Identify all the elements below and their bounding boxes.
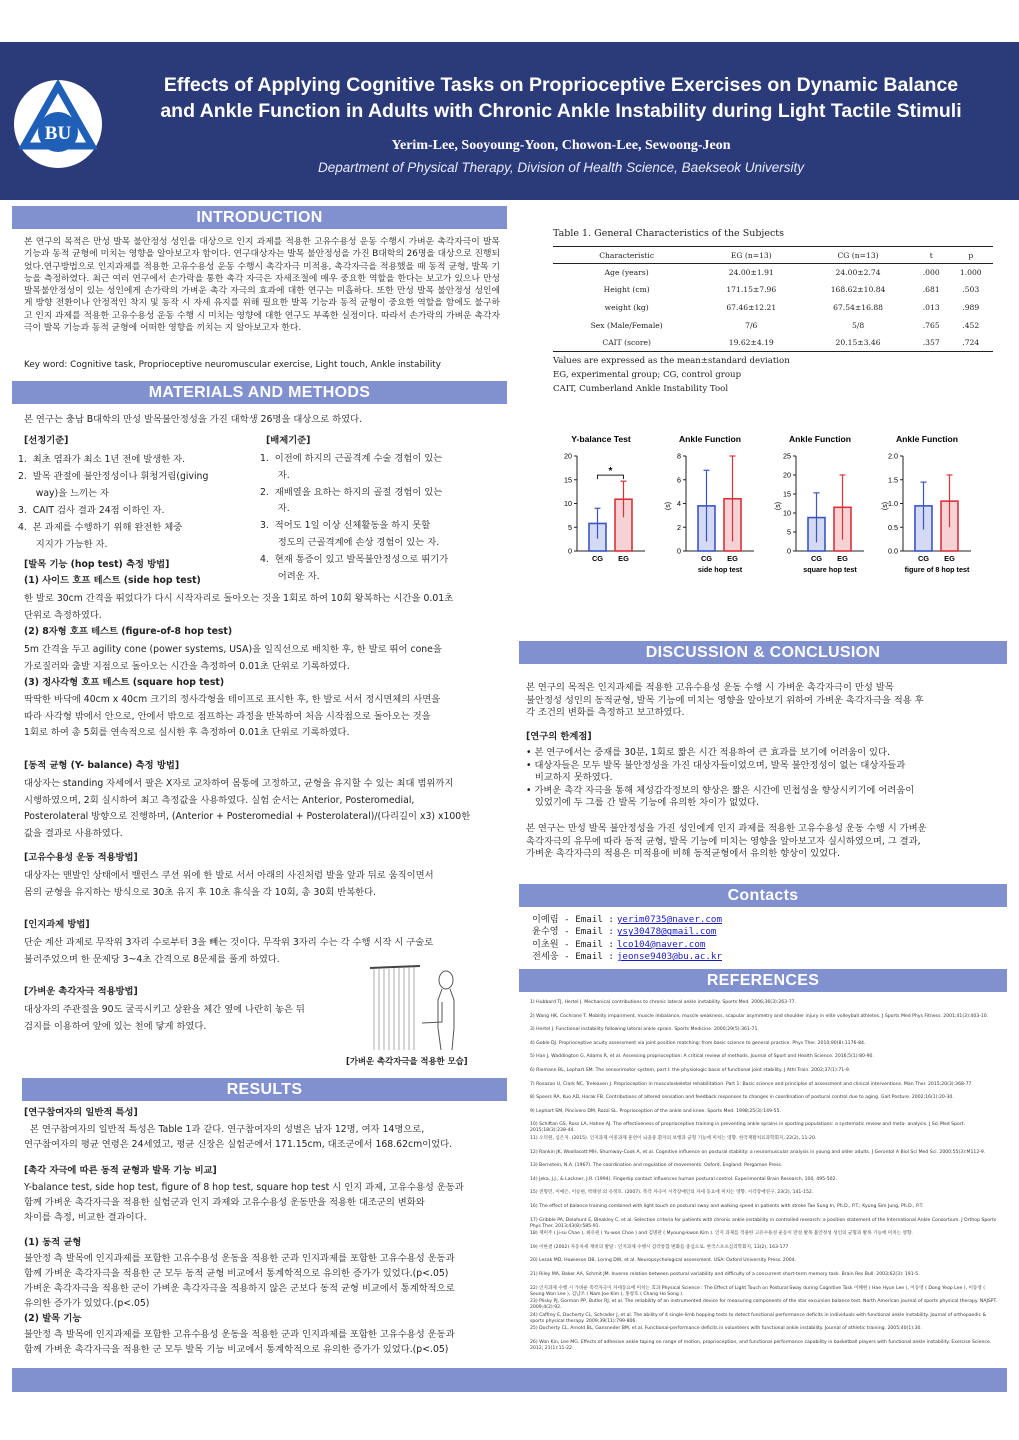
x-axis-label: figure of 8 hop test: [904, 565, 970, 574]
y-tick-label: 8: [677, 451, 681, 461]
exclusion-item: 3. 적어도 1일 이상 신체활동을 하지 못할: [260, 520, 431, 532]
keywords: Key word: Cognitive task, Proprioceptive neuromuscular exercise, Light touch, Ankle instability: [24, 360, 441, 370]
table-cell: Height (cm): [603, 285, 650, 295]
limitation-item: 비교하지 못하였다.: [526, 772, 613, 783]
introduction-heading: INTRODUCTION: [12, 206, 507, 229]
discussion-line: 가벼운 촉각자극의 적용은 미적용에 비해 동적균형에서 유의한 향상이 있었다.: [526, 848, 840, 859]
square-hop-title: (3) 정사각형 호프 테스트 (square hop test): [24, 677, 225, 688]
table-note: CAIT, Cumberland Ankle Instability Tool: [553, 384, 729, 394]
proprio-line: 몸의 균형을 유지하는 방식으로 30초 유지 후 10초 휴식을 각 10회, 총 30회 반복한다.: [24, 886, 377, 898]
table-cell: .452: [962, 320, 980, 330]
references-heading: REFERENCES: [519, 969, 1007, 992]
exclusion-item: 1. 이전에 하지의 근골격계 수술 경험이 있는: [260, 453, 443, 464]
x-axis-label: side hop test: [697, 565, 743, 574]
discussion-line: 촉각자극의 유무에 따라 동적 균형, 발목 기능에 미치는 영향을 알아보고자 실시하였으며, 그 결과,: [526, 835, 921, 847]
y-tick-label: 6: [677, 475, 681, 485]
y-tick-label: 1.5: [888, 475, 898, 485]
reference-item: 18) 재미주 ( Ji-su Chae ), 최유원 ( Yu-won Choe ) and 김명관 ( Myoung-kwon Kim ). 인지 과제를 적용한 고유수용성 운동이 만성 발목 불안정성 성인의 균형과 발목 기능에 미치는 영향.: [530, 1231, 913, 1237]
contact-name: 전세웅 - Email :: [532, 951, 614, 963]
inclusion-item: 3. CAIT 검사 결과 24점 이하인 자.: [18, 505, 165, 516]
square-hop-body: [24, 692, 504, 742]
cognitive-task-title: [인지과제 방법]: [24, 919, 90, 930]
table-cell: 1.000: [959, 268, 982, 278]
light-touch-title: [가벼운 촉각자극 적용방법]: [24, 986, 138, 997]
y-tick-label: 4: [677, 499, 681, 508]
reference-item: 16) The effect of balance training combined with light touch on postural sway and walking speed in patients with stroke Tae Sung In, Ph.D., P.T.; Kyung Sim Jung, Ph.D., P.T.: [530, 1204, 924, 1209]
reference-item: 1) Hubbard TJ, Hertel J. Mechanical contributions to chronic lateral ankle instability. Sports Med. 2006;36(3):263-77.: [530, 1000, 797, 1005]
reference-item: 17) Gribble PA, Delahunt E, Bleakley C, et al. Selection criteria for patients with chronic ankle instability in controlled research: a position statement of the International Ankle Consortium. J Orthop Sports Phys Ther. 2013;43(8):585-91.: [530, 1217, 997, 1229]
discussion-line: 본 연구의 목적은 인지과제를 적용한 고유수용성 운동 수행 시 가벼운 촉각자극이 만성 발목: [526, 682, 894, 693]
contact-email-link[interactable]: ysy30478@gmail.com: [616, 926, 717, 938]
table-notes: [553, 354, 790, 396]
reference-item: 19) 이한결 (2002) 자동차세 재비의 발달 : 인지과제 수행시 감각통합 변화를 중심으로. 한국스포츠심리학회지, 13(2), 163-177: [530, 1244, 789, 1250]
figure-8-line: 가로질러와 출발 지점으로 돌아오는 시간을 측정하여 0.01초 단위로 기록하였다.: [24, 660, 350, 672]
contacts-list: [532, 914, 992, 964]
table-cell: CAIT (score): [553, 334, 700, 352]
figure-8-body: [24, 642, 504, 675]
dynamic-balance-title: (1) 동적 균형: [24, 1237, 82, 1248]
table-cell: 168.62±10.84: [830, 285, 886, 295]
y-tick-label: 2.0: [888, 451, 898, 461]
compare-line: 함께 가벼운 촉각자극을 적용한 실험군과 인지 과제와 고유수용성 운동만을 적용한 대조군의 변화와: [24, 1197, 425, 1208]
reference-item: 9) Lephart SM, Pincivero DM, Rozzi SL. Proprioception of the ankle and knee. Sports Med. 1998;25(3):149-55.: [530, 1108, 781, 1114]
photo-caption: [가벼운 촉각자극을 적용한 모습]: [346, 1056, 468, 1066]
reference-item: 26) Won Kin, Lee MG. Effects of adhesive ankle taping on range of motion, proprioception, and functional performance capability in basketball players with functional ankle instability. Exercise Science. 2012; 21(1):11-22.: [530, 1340, 992, 1351]
reference-item: 21) Riley MA, Baker AA, Schmit JM. Inverse relation between postural variability and difficulty of a concurrent short-term memory task. Brain Res Bull. 2003;62(3): 191-5.: [530, 1272, 920, 1277]
table-cell: 19.62±4.19: [700, 334, 802, 352]
chart-title: Ankle Function: [895, 434, 959, 444]
light-touch-line: 대상자의 주관절을 90도 굴곡시키고 상완을 체간 옆에 나란히 놓은 뒤: [24, 1004, 305, 1015]
inclusion-item: 4. 본 과제를 수행하기 위해 완전한 체중: [18, 522, 183, 533]
compare-body: [24, 1180, 509, 1225]
reference-item: 25) Docherty CL, Arnold BL, Gansneder BM, et al. Functional-performance deficits in volunteers with functional ankle instability. Journal of athletic training. 2005;40(1):30.: [530, 1326, 922, 1332]
cognitive-task-line: 단순 계산 과제로 무작위 3자리 수로부터 3을 빼는 것이다. 무작위 3자리 수는 각 수행 시작 시 구술로: [24, 937, 434, 948]
table-note: EG, experimental group; CG, control group: [553, 370, 742, 380]
exclusion-item: 자.: [260, 469, 290, 481]
table-cell: .503: [962, 285, 980, 295]
title-line-1: Effects of Applying Cognitive Tasks on Proprioceptive Exercises on Dynamic Balance: [163, 74, 959, 96]
table-header-cell: t: [914, 247, 949, 264]
ankle-function-body: [24, 1327, 509, 1357]
poster-title: [112, 72, 1010, 124]
inclusion-title: [선정기준]: [24, 435, 69, 446]
compare-line: Y-balance test, side hop test, figure of 8 hop test, square hop test 시 인지 과제, 고유수용성 운동과: [24, 1182, 464, 1193]
discussion-line: 불안정성 성인의 동적균형, 발목 기능에 미치는 영향을 알아보기 위하여 가벼운 촉각자극을 적용 후: [526, 694, 924, 706]
y-balance-line: 시행하였으며, 2회 실시하여 최고 측정값을 사용하였다. 실험 순서는 Anterior, Posteromedial,: [24, 794, 415, 806]
discussion-line: 본 연구는 만성 발목 불안정성을 가진 성인에게 인지 과제를 적용한 고유수용성 운동 수행 시 가벼운: [526, 823, 927, 834]
exclusion-item: 자.: [260, 503, 290, 515]
inclusion-item: way)을 느끼는 자: [18, 488, 109, 499]
exclusion-item: 4. 현재 통증이 있고 발목불안정성으로 뛰기가: [260, 553, 449, 565]
table-row: [553, 299, 993, 317]
table-cell: .013: [922, 302, 940, 312]
reference-item: 11) 오덕원, 심은지. (2015). 인지과제 이중과제 훈련이 뇌졸중 환자의 보행과 균형 기능에 미치는 영향. 한국재활치료과학회지, 22(2), 11-20.: [530, 1136, 817, 1141]
department: Department of Physical Therapy, Division of Health Science, Baekseok University: [318, 160, 804, 175]
x-tick-label: CG: [810, 554, 823, 563]
proprio-line: 대상자는 맨발인 상태에서 밸런스 쿠션 위에 한 발로 서서 아래의 사진처럼 발을 앞과 뒤로 움직이면서: [24, 870, 434, 881]
table-header-cell: Characteristic: [553, 247, 700, 264]
light-touch-illustration: [362, 960, 492, 1052]
table-cell: Sex (Male/Female): [590, 320, 663, 330]
table-cell: 20.15±3.46: [802, 334, 914, 352]
reference-item: 14) Jeka, J.J., & Lackner, J.R. (1994). Fingertip contact influences human postural control. Experimental Brain Research, 100, 495-502.: [530, 1176, 837, 1182]
square-hop-line: 딱딱한 바닥에 40cm x 40cm 크기의 정사각형을 테이프로 표시한 후, 한 발로 서서 정시면체의 사면을: [24, 694, 441, 705]
footer-bar: [12, 1368, 1007, 1392]
chart-title: Y-balance Test: [571, 434, 631, 444]
reference-item: 2) Wang HK, Cochrane T. Mobility impairment, muscle imbalance, muscle weakness, scapular asymmetry and shoulder injury in elite volleyball athletes. J Sports Med Phys Fitness. 2001;41(3):403-10.: [530, 1013, 989, 1019]
title-line-2: and Ankle Function in Adults with Chronic Ankle Instability during Light Tactile Stimuli: [160, 100, 962, 122]
y-tick-label: 15: [564, 475, 572, 485]
figure-8-line: 5m 간격을 두고 agility cone (power systems, USA)을 일직선으로 배치한 후, 한 발로 뛰어 cone을: [24, 644, 442, 655]
chart-3: [774, 432, 892, 582]
dynamic-balance-line: 유의한 증가가 있었다.(p<.05): [24, 1298, 150, 1309]
introduction-body: 본 연구의 목적은 만성 발목 불안정성 성인을 대상으로 인지 과제를 적용한 고유수용성 운동 수행시 가벼운 촉각자극이 발목 기능과 동적 균형에 미치는 영향을 알아보고자 함이다. 연구대상자는 발목 불안정성을 가진 B대학의 26명을 대상으로 진행되었다.연구방법으로 인지과제를 적용한 고유수용성 운동 수행시 촉각자극 미적용, 촉각자극을 적용했을 때 동적 균형, 발목 기능을 측정하였다. 최근 여러 연구에서 손가락을 통한 촉각 자극은 자세조절에 매우 중요한 역할을 한다는 보고가 있으나 만성 발목불안정성이 있는 성인에게 손가락의 가벼운 촉각 자극의 효과에 대한 연구는 미흡하다. 또한 만성 발목 불안정성 성인에게 방향 전환이나 안정적인 착지 및 동작 시 자세 유지를 위해 필요한 발목 기능과 동적 균형이 중요한 역할을 함에도 불구하고 인지 과제를 적용한 고유수용성 운동 수행 시 미치는 영향에 대한 연구도 부족한 실정이다. 따라서 손가락의 가벼운 촉각자극이 발목 기능과 동적 균형에 어떠한 영향을 끼치는 지 알아보고자 한다.: [24, 237, 500, 334]
inclusion-item: 지지가 가능한 자.: [18, 539, 108, 550]
table-cell: 5/8: [851, 320, 865, 330]
table-row: [553, 281, 993, 299]
y-tick-label: 0.0: [888, 546, 898, 556]
y-balance-line: 대상자는 standing 자세에서 팔은 X자로 교차하여 몸통에 고정하고, 균형을 유지할 수 있는 최대 범위까지: [24, 778, 454, 789]
table-cell: 24.00±2.74: [835, 268, 881, 278]
chart-4: [881, 432, 999, 582]
compare-title: [촉각 자극에 따른 동적 균형과 발목 기능 비교]: [24, 1165, 217, 1176]
exclusion-item: 정도의 근골격계에 손상 경험이 있는 자.: [260, 536, 440, 548]
table-cell: .765: [922, 320, 940, 330]
reference-item: 23) Plisky PJ, Gorman PP, Butler RJ, et al. The reliability of an instrumented device for measuring components of the star excursion balance test. North American journal of sports physical therapy. NAJSPT. 2009;4(2):92.: [530, 1299, 998, 1311]
inclusion-item: 1. 최초 염좌가 최소 1년 전에 발생한 자.: [18, 454, 186, 465]
table-cell: .724: [949, 334, 993, 352]
compare-line: 차이를 측정, 비교한 결과이다.: [24, 1212, 147, 1223]
table-cell: .357: [914, 334, 949, 352]
table-title: Table 1. General Characteristics of the Subjects: [553, 228, 784, 239]
dynamic-balance-line: 불안정 측 발목에 인지과제를 포함한 고유수용성 운동을 적용한 군과 인지과제를 포함한 고유수용성 운동과: [24, 1253, 455, 1264]
reference-item: 6) Riemann BL, Lephart SM. The sensorimotor system, part I: the physiologic basis of functional joint stability. J Athl Train. 2002;37(1):71-9.: [530, 1068, 851, 1073]
dynamic-balance-line: 함께 가벼운 촉각자극을 적용한 군 모두 동적 균형 비교에서 통계학적으로 유의한 증가가 있었다.(p<.05): [24, 1268, 449, 1279]
x-tick-label: EG: [837, 554, 848, 563]
table-header-cell: CG (n=13): [802, 247, 914, 264]
side-hop-line: 한 발로 30cm 간격을 뛰었다가 다시 시작자리로 돌아오는 것을 1회로 하여 10회 왕복하는 시간을 0.01초: [24, 593, 454, 604]
inclusion-list: [18, 451, 258, 553]
y-tick-label: 10: [783, 508, 791, 518]
authors: Yerim-Lee, Sooyoung-Yoon, Chowon-Lee, Sewoong-Jeon: [391, 138, 731, 153]
table-cell: 67.46±12.21: [726, 302, 777, 312]
exclusion-item: 어려운 자.: [260, 570, 320, 582]
university-logo: [14, 80, 102, 168]
dynamic-balance-body: [24, 1251, 509, 1311]
exclusion-title: [배제기준]: [266, 435, 311, 446]
table-row: [553, 334, 993, 352]
table-cell: .000: [922, 268, 940, 278]
y-tick-label: 10: [564, 499, 572, 508]
methods-heading: MATERIALS AND METHODS: [12, 381, 507, 404]
y-axis-label: (s): [775, 501, 782, 511]
table-cell: .681: [922, 285, 940, 295]
table-cell: weight (kg): [604, 302, 649, 312]
reference-item: 7) Rosazon U, Clark NC, Treleaven J. Proprioception in musculoskeletal rehabilitation. Part 1: Basic science and principles of assessment and clinical interventions. Man Ther. 2015;20(3):368-77.: [530, 1081, 973, 1087]
hop-test-title: [발목 기능 (hop test) 측정 방법]: [24, 559, 170, 570]
table-header-cell: p: [949, 247, 993, 264]
chart-title: Ankle Function: [678, 434, 742, 444]
table-cell: 24.00±1.91: [728, 268, 774, 278]
table-cell: 171.15±7.96: [726, 285, 777, 295]
contact-item: [532, 939, 992, 951]
y-tick-label: 20: [564, 451, 572, 461]
limitations-list: [526, 747, 996, 810]
y-balance-line: Posterolateral 방향으로 진행하며, (Anterior + Posteromedial + Posterolateral)/(다리길이 x3) x100한: [24, 811, 471, 822]
cognitive-task-line: 불러주었으며 한 문제당 3~4초 간격으로 8문제를 풀게 하였다.: [24, 953, 280, 965]
light-touch-body: [24, 1002, 354, 1035]
contact-email-link[interactable]: lco104@naver.com: [616, 938, 706, 950]
x-axis-label: square hop test: [803, 565, 857, 574]
results-heading: RESULTS: [22, 1078, 507, 1101]
general-char-body: [24, 1122, 509, 1152]
y-axis-label: (s): [665, 501, 672, 511]
y-tick-label: 25: [783, 451, 791, 461]
discussion-p2: [526, 823, 996, 861]
contact-name: 이예림 - Email :: [532, 914, 614, 925]
x-tick-label: EG: [727, 554, 738, 563]
reference-item: 20) Lezak MD, Howieson DB, Loring DW, et al. Neuropsychological assessment. USA: Oxford University Press. 2004.: [530, 1258, 797, 1264]
table-note: Values are expressed as the mean±standard deviation: [553, 356, 790, 366]
y-tick-label: 0: [677, 546, 681, 556]
square-hop-line: 따라 사각형 밖에서 안으로, 안에서 밖으로 점프하는 과정을 반복하여 처음 시작점으로 돌아오는 것을: [24, 710, 431, 722]
side-hop-body: [24, 591, 504, 624]
table-cell: Age (years): [604, 268, 649, 278]
poster-header: [0, 42, 1019, 200]
reference-item: 22) 인지과제 수행 시 가벼운 촉각자극이 자세동요에 미치는 효과 Physical Science : The Effect of Light Touch on Postural Sway during Cognitive Task 이해현 ( Hae Hyun Lee ), 이동영 ( Dong Yeop Lee ), 이동영 ( Seung Won Lee ), 김남조 ( Nam Joe Kim ), 홍창호 ( Chang Ho Song ).: [530, 1285, 986, 1297]
x-tick-label: CG: [591, 554, 604, 563]
table-cell: 7/6: [745, 320, 758, 330]
svg-text:BU: BU: [44, 123, 72, 144]
methods-intro: 본 연구는 충남 B대학의 만성 발목불안정성을 가진 대학생 26명을 대상으로 하였다.: [24, 414, 363, 425]
university-logo-icon: [14, 80, 102, 168]
figure-8-title: (2) 8자형 호프 테스트 (figure-of-8 hop test): [24, 626, 233, 637]
contacts-heading: Contacts: [519, 884, 1007, 907]
reference-item: 5) Han J, Waddington G, Adams R, et al. Assessing proprioception: A critical review of methods. Journal of Sport and Health Science. 2016;5(1):80-90.: [530, 1054, 874, 1060]
reference-item: 13) Bernstein, N.A. (1967). The coordination and regulation of movements. Oxford, England: Pergamon Press.: [530, 1163, 783, 1169]
reference-item: 15) 전형민, 이예은, 이승현, 박태성 외 유정호. (2007). 촉각 자극이 시각장애인의 자세 동요에 미치는 영향. 시각장애연구, 23(2), 141-152.: [530, 1190, 814, 1196]
y-balance-title: [동적 균형 (Y- balance) 측정 방법]: [24, 760, 180, 771]
square-hop-line: 1회로 하여 총 5회를 연속적으로 실시한 후 측정하여 0.01초 단위로 기록하였다.: [24, 727, 350, 738]
limitation-item: 있었기에 두 그룹 간 발목 기능에 유의한 차이가 없었다.: [526, 797, 760, 808]
light-touch-line: 검지를 이용하여 앞에 있는 천에 닿게 하였다.: [24, 1020, 207, 1032]
chart-1: [555, 432, 673, 582]
y-tick-label: 0.5: [888, 522, 898, 532]
significance-marker: *: [608, 466, 613, 478]
reference-item: 12) Rankin JK, Woollacott MH, Shumway-Cook A, et al. Cognitive influence on postural stability: a neuromuscular analysis in young and older adults. J Gerontol A Biol Sci Med Sci. 2000;55(3):M112-9.: [530, 1149, 986, 1155]
exclusion-list: [260, 451, 505, 585]
reference-item: 10) Schiftan GS, Ross LA, Hahne AJ. The effectiveness of proprioceptive training in preventing ankle sprains in sporting populations: a systematic review and meta- analysis. J Sci Med Sport. 2015;18(3):238-44.: [530, 1122, 965, 1134]
inclusion-item: 2. 발목 관절에 불안정성이나 휘청거림(giving: [18, 471, 209, 482]
reference-item: 8) Speers RA, Kuo AD, Horak FB. Contributions of altered sensation and feedback responses to changes in coordination of postural control due to aging. Gait Posture. 2002;16(1):20-30.: [530, 1095, 954, 1101]
proprio-title: [고유수용성 운동 적용방법]: [24, 852, 138, 863]
y-axis-label: (s): [882, 501, 889, 511]
contact-item: [532, 951, 992, 963]
y-tick-label: 20: [783, 470, 791, 480]
contact-item: [532, 914, 992, 926]
y-tick-label: 5: [787, 527, 791, 537]
y-tick-label: 5: [568, 522, 572, 532]
y-tick-label: 0: [787, 546, 791, 556]
side-hop-line: 단위로 측정하였다.: [24, 609, 102, 621]
x-tick-label: CG: [700, 554, 713, 563]
reference-item: 3) Hertel J. Functional instability following lateral ankle sprain. Sports Medicine. 2000;29(5):361-71.: [530, 1027, 759, 1033]
general-char-line: 본 연구참여자의 일반적 특성은 Table 1과 같다. 연구참여자의 성별은 남자 12명, 여자 14명으로,: [24, 1124, 425, 1135]
discussion-p1: [526, 682, 996, 720]
contact-email-link[interactable]: yerim0735@naver.com: [616, 914, 722, 925]
table-cell: .989: [962, 302, 980, 312]
limitation-item: • 가벼운 촉각 자극을 통해 체성감각정보의 향상은 짧은 시간에 민첩성을 향상시키기에 어려움이: [526, 784, 915, 796]
contact-name: 이초원 - Email :: [532, 938, 614, 950]
x-tick-label: EG: [618, 554, 629, 563]
ankle-function-line: 불안정 측 발목에 인지과제를 포함한 고유수용성 운동을 적용한 군과 인지과제를 포함한 고유수용성 운동과: [24, 1329, 455, 1340]
proprio-body: [24, 868, 504, 901]
ankle-function-line: 함께 가벼운 촉각자극을 적용한 군 모두 발목 기능 비교에서 통계학적으로 유의한 증가가 있었다.(p<.05): [24, 1344, 449, 1355]
y-tick-label: 1.0: [888, 499, 898, 508]
ankle-function-title: (2) 발목 기능: [24, 1313, 82, 1324]
contact-item: [532, 926, 992, 938]
x-tick-label: EG: [944, 554, 955, 563]
general-char-title: [연구참여자의 일반적 특성]: [24, 1107, 138, 1118]
limitation-item: • 본 연구에서는 중재를 30분, 1회로 짧은 시간 적용하여 큰 효과를 보기에 어려움이 있다.: [526, 747, 890, 758]
table-row: [553, 264, 993, 282]
reference-item: 4) Goble DJ. Proprioceptive acuity assessment via joint position matching: from basic science to general practice. Phys Ther. 2010;90(8):1176-84.: [530, 1040, 866, 1046]
limitation-item: • 대상자들은 모두 발목 불안정성을 가진 대상자들이었으며, 발목 불안정성이 없는 대상자들과: [526, 759, 906, 771]
general-char-line: 연구참여자의 평균 연령은 24세였고, 평균 신장은 실험군에서 171.15cm, 대조군에서 168.62cm이었다.: [24, 1139, 453, 1150]
discussion-heading: DISCUSSION & CONCLUSION: [519, 641, 1007, 664]
table-cell: 67.54±16.88: [833, 302, 883, 312]
y-balance-body: [24, 776, 504, 842]
dynamic-balance-line: 가벼운 촉각자극을 적용한 군이 가벼운 촉각자극을 적용하지 않은 군보다 동적 균형 비교에서 통계학적으로: [24, 1283, 455, 1294]
chart-2: [664, 432, 782, 582]
table-header-row: [553, 247, 993, 264]
contact-name: 윤수영 - Email :: [532, 926, 614, 938]
discussion-line: 각 조건의 변화를 측정하고 보고하였다.: [526, 707, 685, 718]
exclusion-item: 2. 재배열을 요하는 하지의 골절 경험이 있는: [260, 486, 443, 498]
contact-email-link[interactable]: jeonse9403@bu.ac.kr: [616, 951, 722, 963]
table-header-cell: EG (n=13): [700, 247, 802, 264]
x-tick-label: CG: [917, 554, 930, 563]
y-tick-label: 2: [677, 522, 681, 532]
y-tick-label: 0: [568, 546, 572, 556]
side-hop-title: (1) 사이드 호프 테스트 (side hop test): [24, 575, 201, 586]
chart-title: Ankle Function: [788, 434, 852, 444]
limitations-title: [연구의 한계점]: [526, 731, 592, 742]
characteristics-table: [553, 246, 993, 352]
y-balance-line: 값을 결과로 사용하였다.: [24, 827, 123, 839]
y-tick-label: 15: [783, 489, 791, 499]
table-row: [553, 316, 993, 334]
reference-item: 24) Caffrey E, Docherty CL, Schrader J, et al. The ability of 4 single-limb hopping tests to detect functional performance deficits in individuals with functional ankle instability. Journal of orthopaedic & sports physical therapy. 2009;39(11):799-806.: [530, 1312, 987, 1324]
